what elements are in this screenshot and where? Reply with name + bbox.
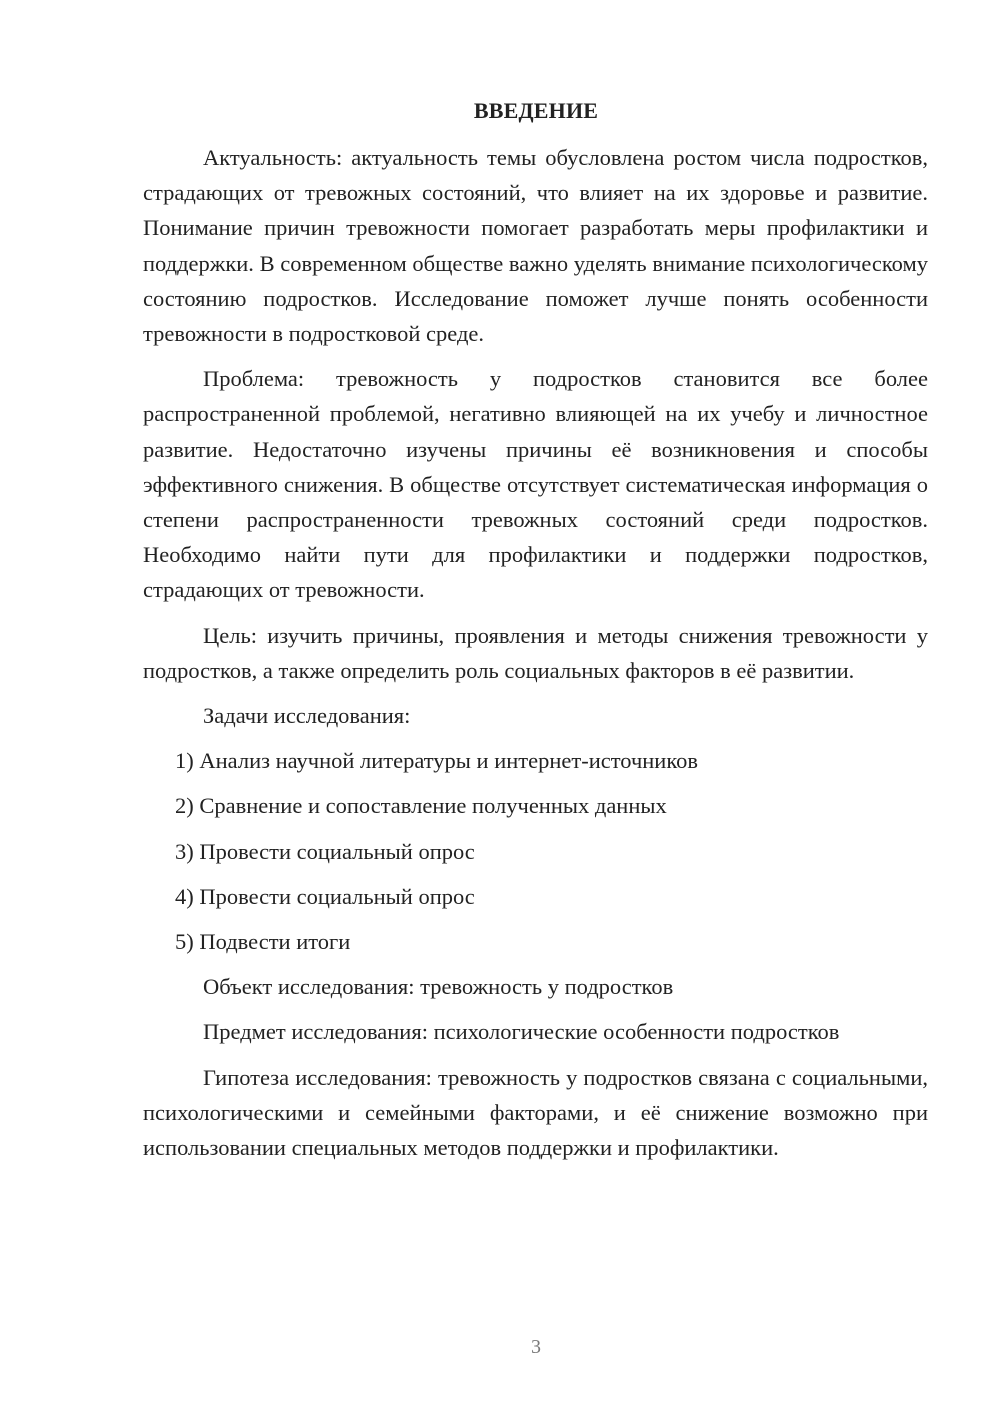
research-object: Объект исследования: тревожность у подростков [203, 974, 674, 1000]
task-item: 3) Провести социальный опрос [175, 838, 475, 864]
task-item: 4) Провести социальный опрос [175, 883, 475, 909]
hypothesis-paragraph: Гипотеза исследования: тревожность у подростков связана с социальными, психологическими и семейными факторами, и её снижение возможно при использовании специальных методов поддержки и профилактики. [143, 1064, 928, 1161]
task-item: 2) Сравнение и сопоставление полученных данных [175, 793, 667, 819]
page-title: ВВЕДЕНИЕ [473, 98, 599, 123]
tasks-heading: Задачи исследования: [203, 703, 411, 729]
task-item: 5) Подвести итоги [175, 929, 351, 955]
relevance-paragraph: Актуальность: актуальность темы обусловлена ростом числа подростков, страдающих от тревожных состояний, что влияет на их здоровье и развитие. Понимание причин тревожности помогает разработать меры профилактики и поддержки. В современном обществе важно уделять внимание психологическому состоянию подростков. Исследование поможет лучше понять особенности тревожности в подростковой среде. [143, 145, 928, 347]
problem-paragraph: Проблема: тревожность у подростков становится все более распространенной проблемой, негативно влияющей на их учебу и личностное развитие. Недостаточно изучены причины её возникновения и способы эффективного снижения. В обществе отсутствует систематическая информация о степени распространенности тревожных состояний среди подростков. Необходимо найти пути для профилактики и поддержки подростков, страдающих от тревожности. [143, 366, 928, 603]
page-number: 3 [531, 1336, 541, 1358]
research-subject: Предмет исследования: психологические особенности подростков [203, 1019, 840, 1045]
page-body [143, 140, 928, 1175]
goal-paragraph: Цель: изучить причины, проявления и методы снижения тревожности у подростков, а также определить роль социальных факторов в её развитии. [143, 622, 928, 683]
task-item: 1) Анализ научной литературы и интернет-источников [175, 748, 699, 774]
tasks-list [143, 743, 928, 959]
